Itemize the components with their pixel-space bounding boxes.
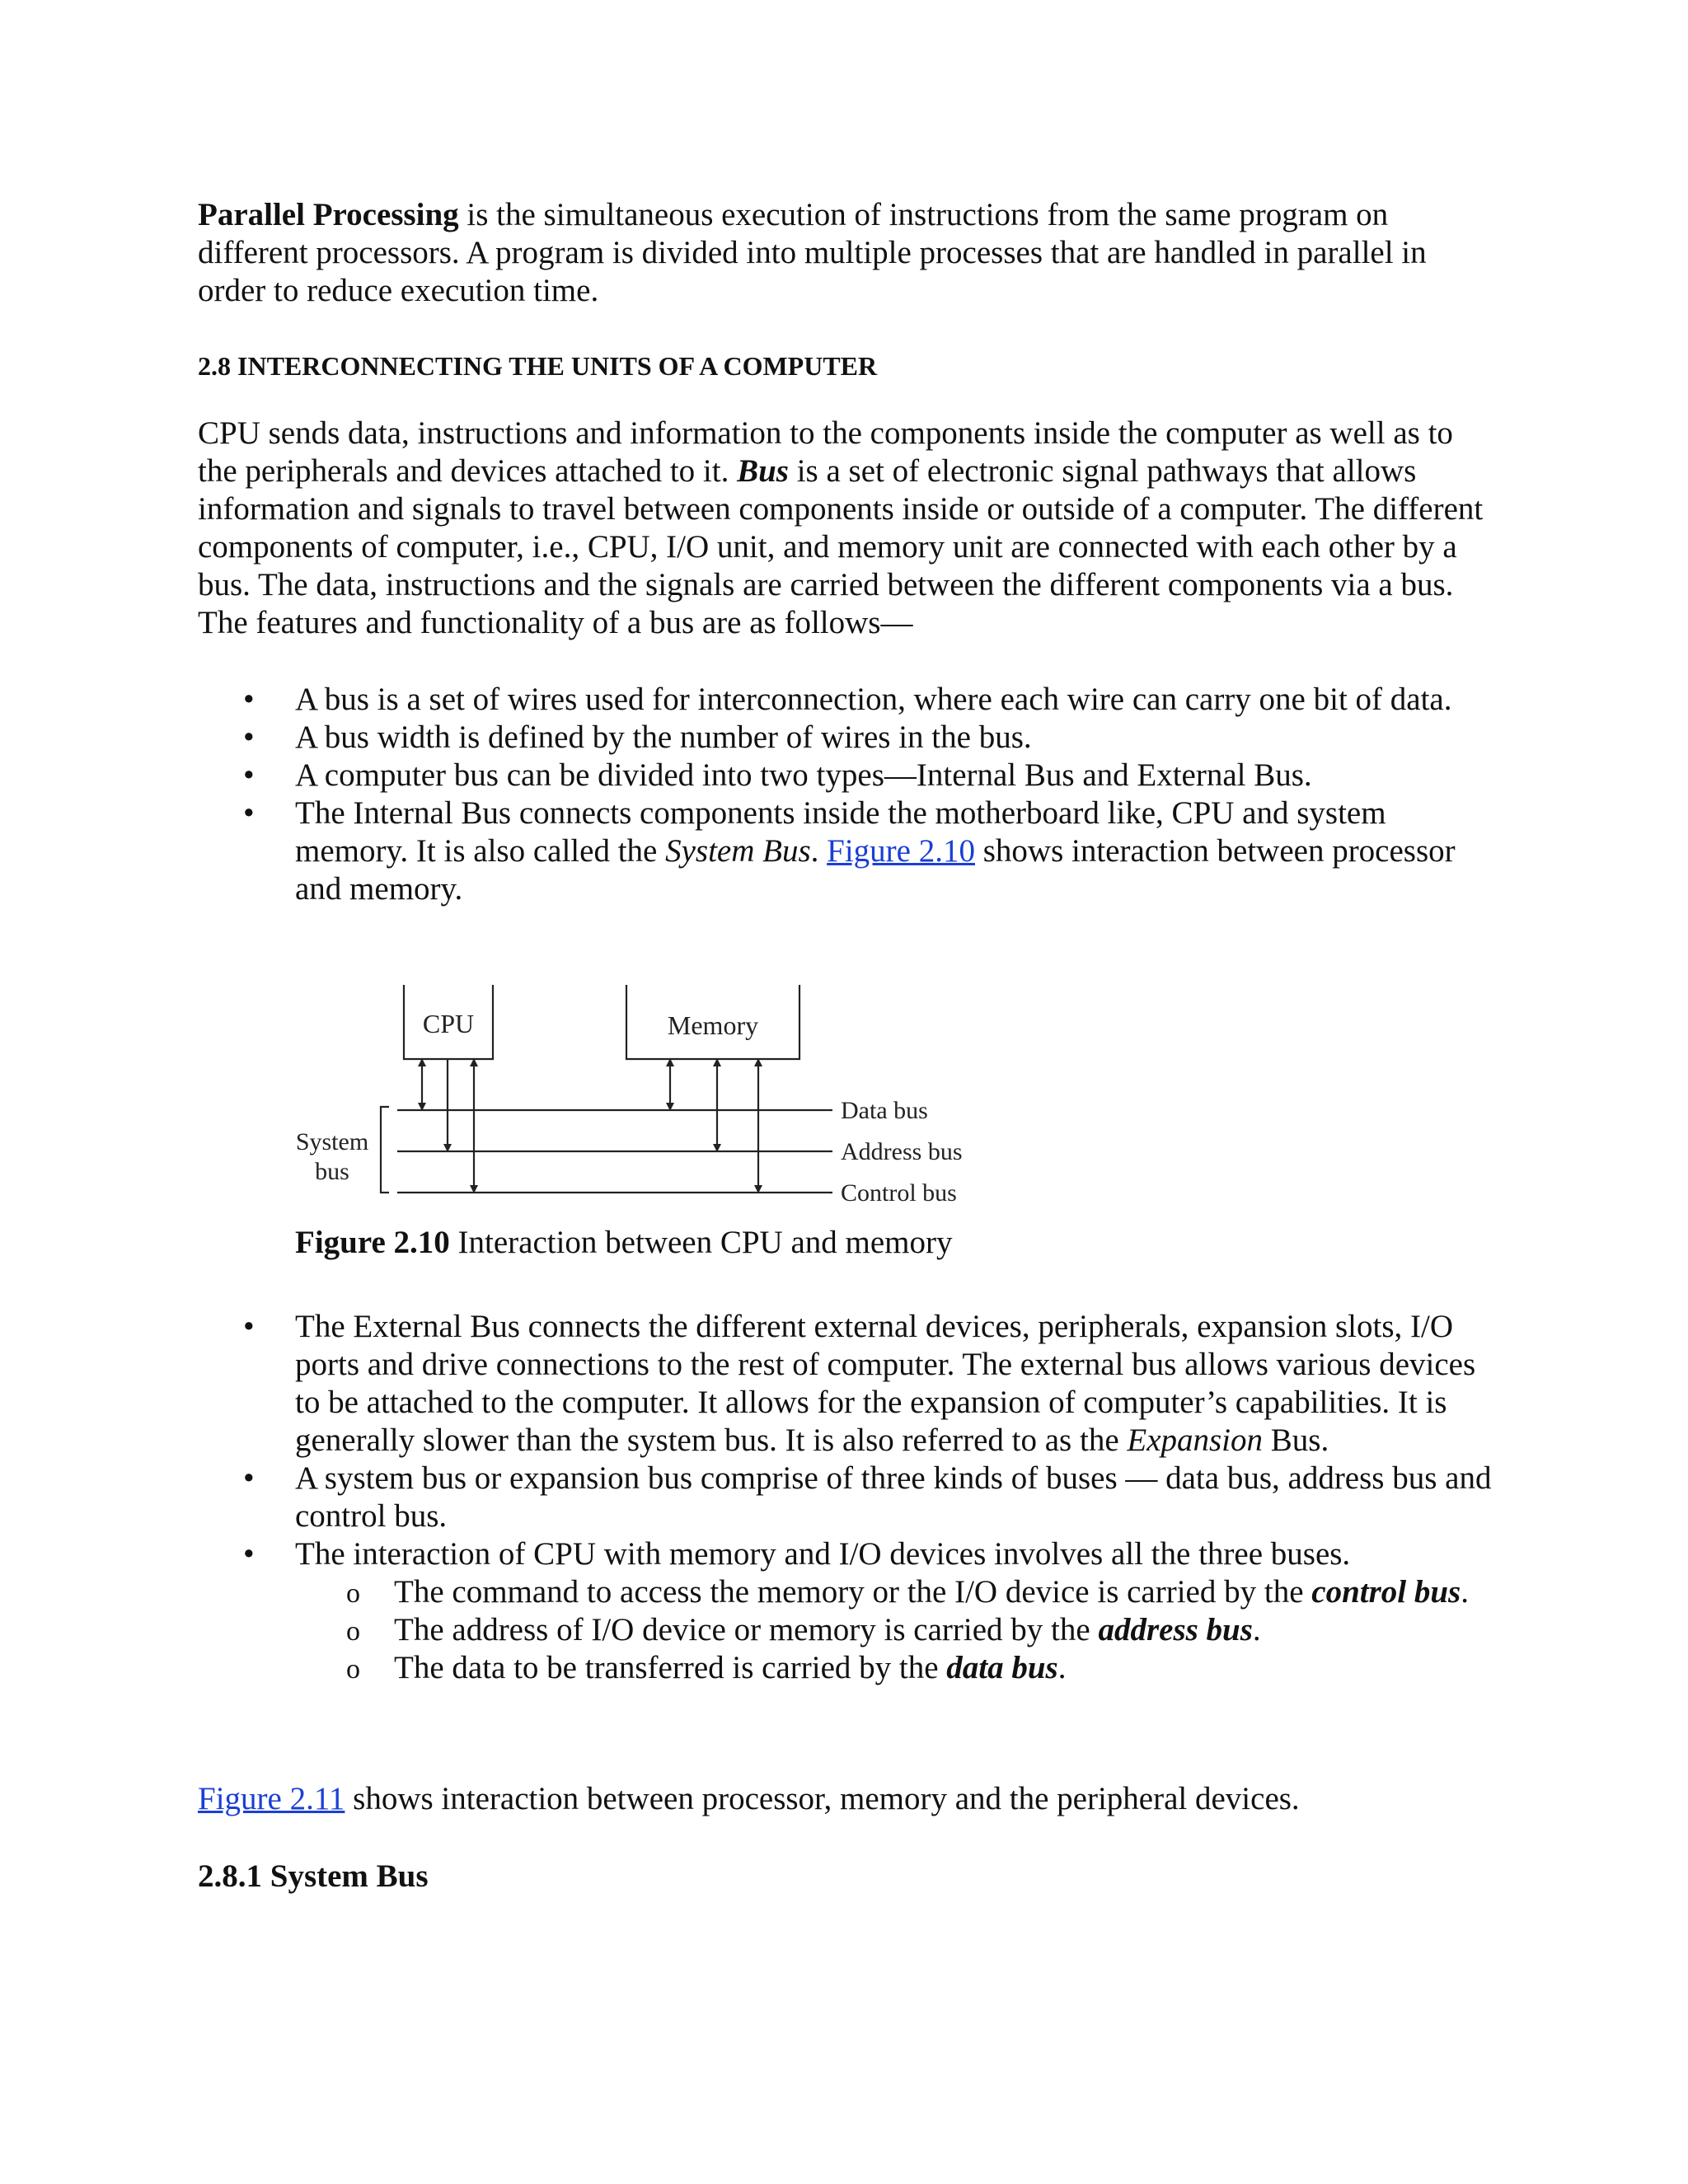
- system-bus-label-1: System: [295, 1128, 369, 1155]
- figure-caption: [295, 1224, 953, 1262]
- closing-text: shows interaction between processor, memory and the peripheral devices.: [345, 1781, 1300, 1816]
- system-bus-bracket: [381, 1107, 389, 1193]
- data-bus-label: Data bus: [841, 1097, 928, 1124]
- control-bus-term: control bus: [1311, 1574, 1461, 1610]
- sub-list-item: o The address of I/O device or memory is carried by the address bus.: [295, 1611, 1500, 1649]
- bus-paragraph-a: CPU sends data, instructions and information to the components inside the computer as well as to the peripherals and devices attached to it.: [198, 415, 1453, 489]
- list-item: • The interaction of CPU with memory and I/O devices involves all the three buses. o The command to access the memory or the I/O device is carried by the control bus. o The address of I/O device or memory is carried by the address bus. o The data to be transferred is carried by the data bus.: [198, 1535, 1500, 1687]
- figure-2-10-link[interactable]: Figure 2.10: [827, 833, 975, 869]
- system-bus-label-2: bus: [315, 1158, 349, 1185]
- expansion-term: Expansion: [1127, 1422, 1264, 1458]
- list-item: • A bus width is defined by the number of wires in the bus.: [198, 719, 1500, 757]
- intro-text: is the simultaneous execution of instructions from the same program on different processors. A program is divided into multiple processes that are handled in parallel in order to reduce execution time.: [198, 197, 1427, 308]
- bus-paragraph: [198, 415, 1500, 642]
- list-item: • The External Bus connects the different external devices, peripherals, expansion slots, I/O ports and drive connections to the rest of computer. The external bus allows various devices to be attached to the computer. It allows for the expansion of computer’s capabilities. It is generally slower than the system bus. It is also referred to as the Expansion Bus.: [198, 1308, 1500, 1460]
- bus-types-list: [198, 1308, 1500, 1687]
- memory-label: Memory: [667, 1010, 759, 1040]
- bus-roles-sublist: [295, 1573, 1500, 1687]
- intro-paragraph: [198, 196, 1500, 310]
- cpu-label: CPU: [422, 1009, 475, 1038]
- bus-features-list: [198, 681, 1500, 908]
- list-item: • The Internal Bus connects components inside the motherboard like, CPU and system memory. It is also called the System Bus. Figure 2.10 shows interaction between processor and memory.: [198, 794, 1500, 908]
- section-heading: 2.8 INTERCONNECTING THE UNITS OF A COMPUTER: [198, 351, 878, 381]
- system-bus-term: System Bus: [665, 833, 811, 869]
- data-bus-term: data bus: [946, 1650, 1058, 1685]
- figure-2-10-diagram: [280, 977, 973, 1216]
- control-bus-label: Control bus: [841, 1179, 957, 1207]
- list-item: • A system bus or expansion bus comprise of three kinds of buses — data bus, address bus and control bus.: [198, 1460, 1500, 1535]
- caption-text: Interaction between CPU and memory: [449, 1225, 953, 1260]
- bus-term: Bus: [737, 453, 789, 489]
- bus-paragraph-b: is a set of electronic signal pathways that allows information and signals to travel between components inside or outside of a computer. The different components of computer, i.e., CPU, I/O unit, and memory unit are connected with each other by a bus. The data, instructions and the signals are carried between the different components via a bus. The features and functionality of a bus are as follows—: [198, 453, 1484, 640]
- caption-label: Figure 2.10: [295, 1225, 450, 1260]
- list-item: • A bus is a set of wires used for interconnection, where each wire can carry one bit of data.: [198, 681, 1500, 719]
- sub-list-item: o The data to be transferred is carried by the data bus.: [295, 1649, 1500, 1687]
- intro-term: Parallel Processing: [198, 197, 459, 232]
- address-bus-label: Address bus: [841, 1138, 963, 1165]
- address-bus-term: address bus: [1098, 1612, 1253, 1647]
- list-item: • A computer bus can be divided into two types—Internal Bus and External Bus.: [198, 757, 1500, 794]
- subsection-heading: 2.8.1 System Bus: [198, 1858, 429, 1894]
- closing-paragraph: [198, 1780, 1500, 1818]
- sub-list-item: o The command to access the memory or the I/O device is carried by the control bus.: [295, 1573, 1500, 1611]
- figure-2-11-link[interactable]: Figure 2.11: [198, 1781, 345, 1816]
